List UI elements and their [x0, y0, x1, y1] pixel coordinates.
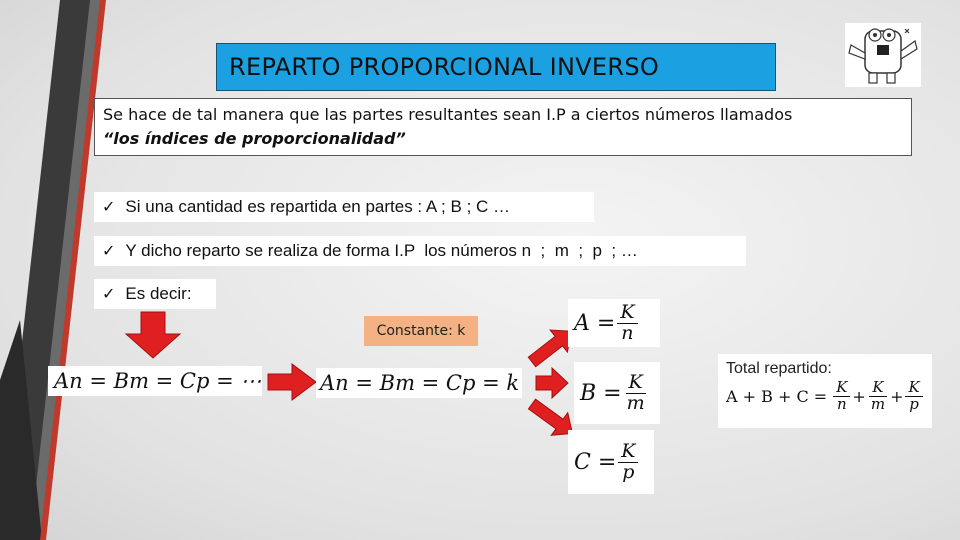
total-equation: [726, 380, 925, 413]
definition-line-1: Se hace de tal manera que las partes resultantes sean I.P a ciertos números llamados: [103, 105, 793, 124]
total-box: [718, 354, 932, 428]
formula-middle: An = Bm = Cp = k: [316, 368, 522, 398]
fraction-denominator: m: [870, 394, 886, 413]
fraction-numerator: K: [869, 380, 886, 397]
right-arrow-icon: [536, 368, 568, 398]
right-arrow-icon: [268, 364, 316, 400]
total-title: Total repartido:: [726, 360, 832, 377]
down-arrow-icon: [126, 312, 180, 358]
plus-sign: +: [852, 386, 866, 406]
fraction-denominator: m: [626, 391, 645, 414]
fraction-lhs: B =: [580, 380, 622, 406]
bullet-text: Y dicho reparto se realiza de forma I.P los números n ; m ; p ; …: [125, 241, 638, 260]
fraction-numerator: K: [626, 373, 646, 394]
formula-left: An = Bm = Cp = ⋯: [48, 366, 262, 396]
fraction-denominator: p: [622, 460, 635, 483]
check-icon: ✓: [102, 286, 116, 303]
fraction-lhs: A =: [574, 310, 616, 336]
fraction-numerator: K: [618, 442, 638, 463]
check-icon: ✓: [102, 199, 116, 216]
constant-label: Constante: k: [364, 316, 478, 346]
fraction-numerator: K: [833, 380, 850, 397]
check-icon: ✓: [102, 243, 116, 260]
fraction-numerator: K: [905, 380, 922, 397]
fraction-lhs: C =: [574, 449, 617, 475]
total-lhs: A + B + C =: [726, 386, 828, 406]
fraction-c: [568, 430, 654, 494]
fraction-numerator: K: [617, 303, 637, 324]
definition-line-2: “los índices de proporcionalidad”: [103, 129, 406, 148]
plus-sign: +: [890, 386, 904, 406]
fraction-denominator: p: [909, 394, 919, 413]
bullet-text: Es decir:: [125, 284, 192, 303]
fraction-b: [574, 362, 660, 424]
page-title: REPARTO PROPORCIONAL INVERSO: [216, 43, 776, 91]
fraction-a: [568, 299, 660, 347]
bullet-text: Si una cantidad es repartida en partes : A ; B ; C …: [125, 197, 511, 216]
fraction-denominator: n: [836, 394, 847, 413]
fraction-denominator: n: [621, 321, 634, 344]
